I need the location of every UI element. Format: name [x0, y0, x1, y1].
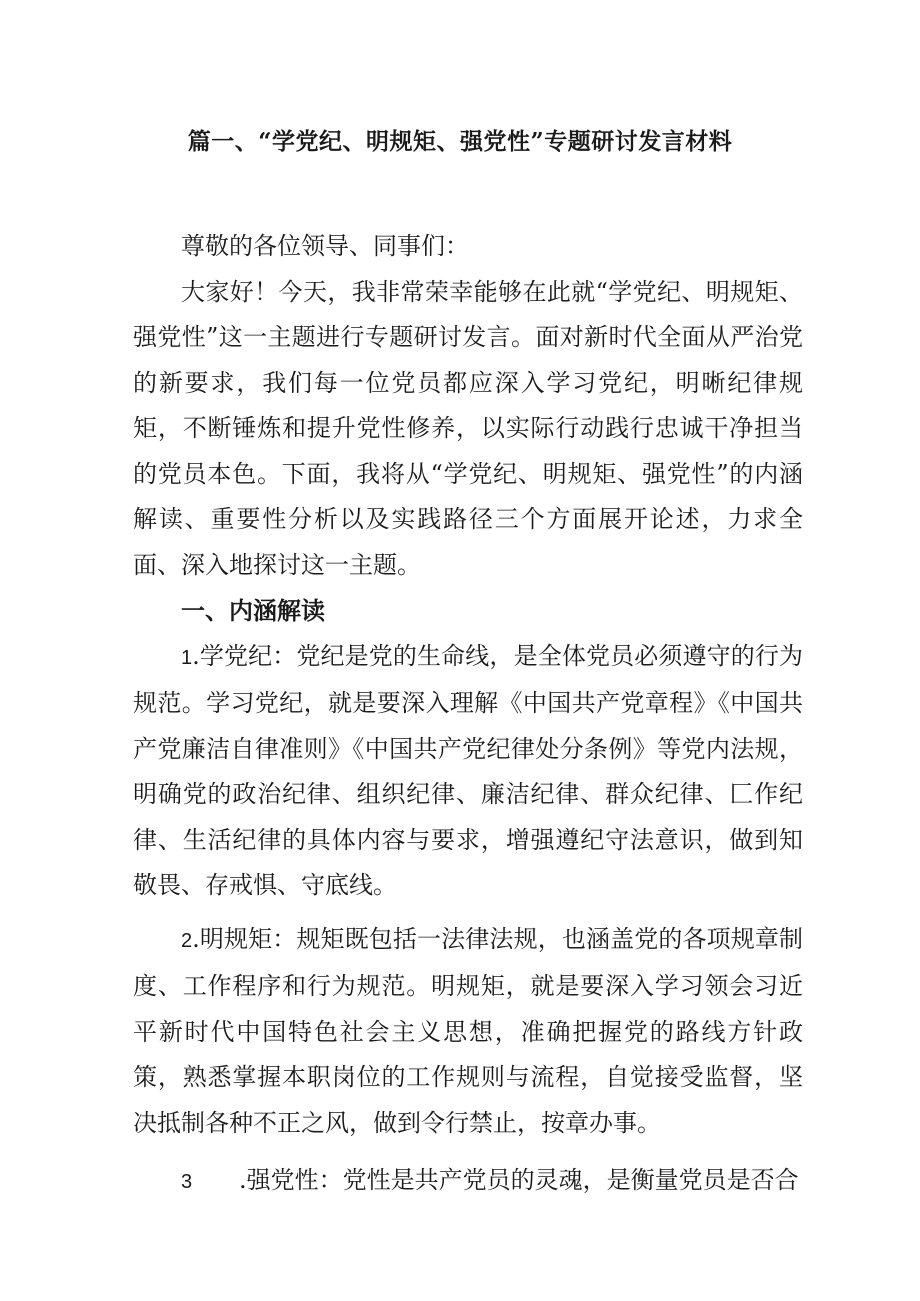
item-number: 3 [181, 1171, 193, 1193]
item-text: .明规矩：规矩既包括一法律法规，也涵盖党的各项规章制度、工作程序和行为规范。明规矩，就是要深入学习领会习近平新时代中国特色社会主义思想，准确把握党的路线方针政策，熟悉掌握本职岗位的工作规则与流程，自觉接受监督，坚决抵制各种不正之风，做到令行禁止，按章办事。 [133, 924, 803, 1137]
item-number: 1 [181, 646, 193, 669]
list-item-1 [133, 634, 803, 909]
document-title: 篇一、“学党纪、明规矩、强党性”专题研讨发言材料 [187, 128, 733, 155]
list-item-2 [133, 917, 803, 1147]
item-text: .学党纪：党纪是党的生命线，是全体党员必须遵守的行为规范。学习党纪，就是要深入理解《中国共产党章程》《中国共产党廉洁自律准则》《中国共产党纪律处分条例》等党内法规，明确党的政治纪律、组织纪律、廉洁纪律、群众纪律、匚作纪律、生活纪律的具体内容与要求，增强遵纪守法意识，做到知敬畏、存戒惧、守底线。 [133, 641, 803, 899]
item-text: .强党性：党性是共产党员的灵魂，是衡量党员是否合 [239, 1166, 799, 1194]
section-heading: 一、内涵解读 [181, 596, 325, 625]
document-body [133, 224, 803, 1206]
list-item-3 [133, 1158, 803, 1206]
salutation: 尊敬的各位领导、同事们： [181, 232, 469, 260]
intro-paragraph: 大家好！今天，我非常荣幸能够在此就“学党纪、明规矩、强党性”这一主题进行专题研讨发言。面对新时代全面从严治党的新要求，我们每一位党员都应深入学习党纪，明晰纪律规矩，不断锤炼和提升党性修养，以实际行动践行忠诚干净担当的党员本色。下面，我将从“学党纪、明规矩、强党性”的内涵解读、重要性分析以及实践路径三个方面展开论述，力求全面、深入地探讨这一主题。 [133, 277, 803, 579]
item-number: 2 [181, 929, 193, 952]
